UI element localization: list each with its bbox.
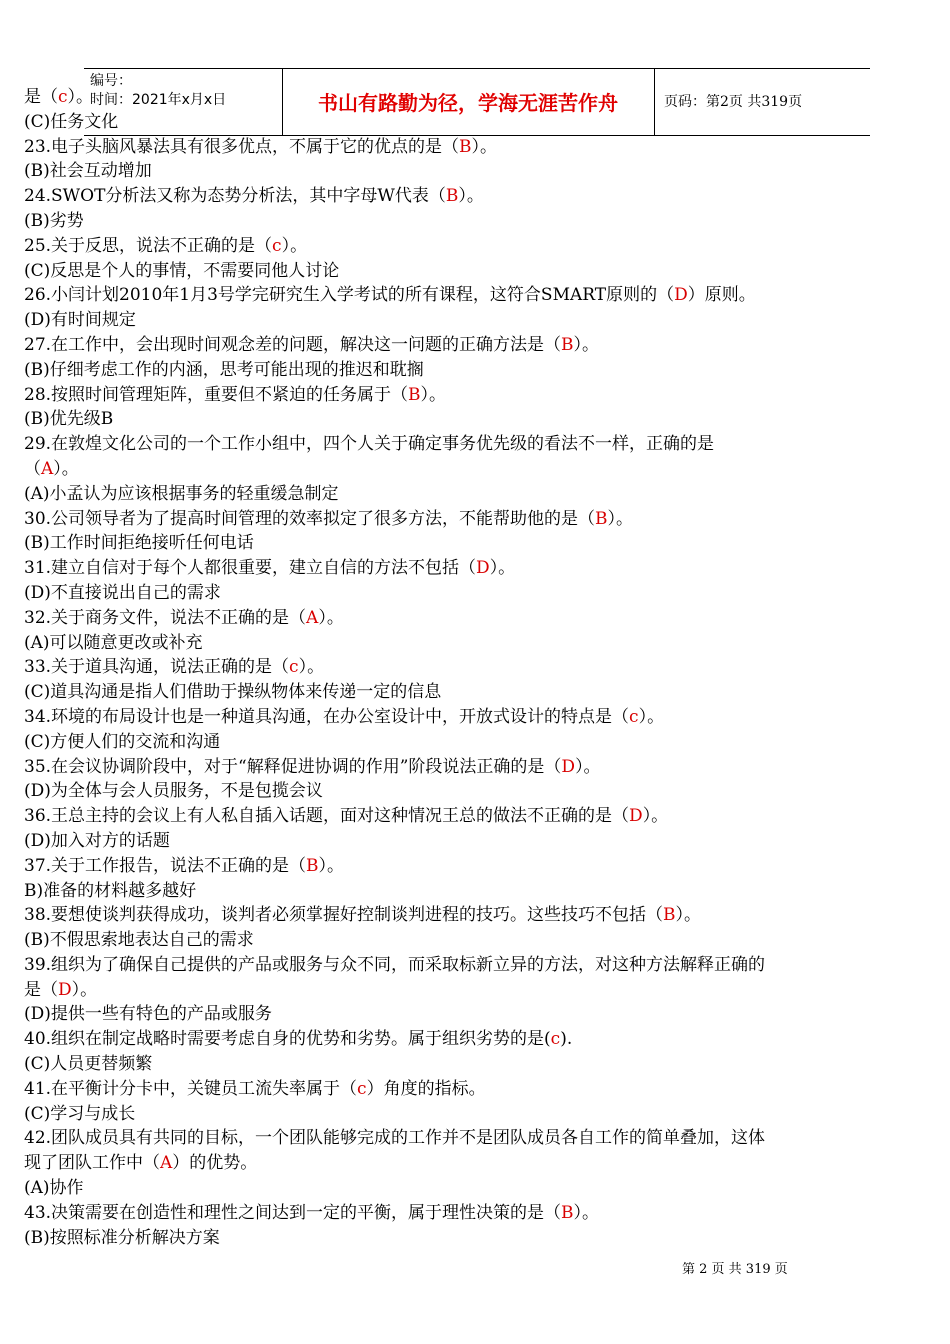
document-time-label: 时间：2021年x月x日: [90, 92, 227, 108]
line-text: (C)反思是个人的事情，不需要同他人讨论: [24, 260, 340, 281]
text-line: [24, 407, 934, 432]
text-line: [24, 953, 934, 978]
line-text: (B)劣势: [24, 210, 84, 231]
answer-letter: D: [561, 756, 576, 777]
line-text-tail: ）。: [675, 905, 702, 926]
line-text: 是（: [24, 979, 58, 1000]
line-text-tail: ）。: [53, 458, 79, 479]
text-line: [24, 655, 934, 680]
header-motto: 书山有路勤为径，学海无涯苦作舟: [318, 91, 618, 115]
text-line: [24, 482, 934, 507]
answer-letter: c: [357, 1078, 367, 1099]
line-text: (C)任务文化: [24, 111, 119, 132]
text-line: [24, 531, 934, 556]
text-line: [24, 978, 934, 1003]
answer-letter: A: [41, 458, 54, 479]
line-text: 36.王总主持的会议上有人私自插入话题，面对这种情况王总的做法不正确的是（: [24, 806, 630, 827]
line-text-tail: ）。: [471, 136, 498, 157]
line-text-tail: ）。: [642, 806, 669, 827]
text-line: [24, 308, 934, 333]
text-line: [24, 928, 934, 953]
line-text-tail: ）。: [638, 706, 665, 727]
line-text-tail: ）。: [573, 334, 600, 355]
line-text: 23.电子头脑风暴法具有很多优点，不属于它的优点的是（: [24, 136, 460, 157]
answer-letter: D: [674, 285, 688, 306]
answer-letter: c: [58, 87, 68, 107]
line-text: (C)人员更替频繁: [24, 1054, 153, 1075]
answer-letter: c: [629, 706, 639, 727]
text-line: [24, 631, 934, 656]
text-line: [24, 333, 934, 358]
line-text: (B)社会互动增加: [24, 161, 152, 182]
text-line: [24, 804, 934, 829]
text-line: [24, 1176, 934, 1201]
line-text: (C)方便人们的交流和沟通: [24, 731, 221, 752]
line-text: (B)按照标准分析解决方案: [24, 1227, 220, 1248]
text-line: [24, 135, 934, 160]
line-text-tail: ）。: [71, 979, 98, 1000]
line-text: 27.在工作中，会出现时间观念差的问题，解决这一问题的正确方法是（: [24, 334, 562, 355]
text-line: [24, 1077, 934, 1102]
line-text: B)准备的材料越多越好: [24, 880, 197, 901]
line-text: (A)协作: [24, 1178, 84, 1199]
text-line: [24, 110, 934, 135]
line-text: 现了团队工作中（: [24, 1153, 160, 1174]
line-text-tail: ）。: [420, 384, 447, 405]
line-text: 是（: [24, 87, 58, 107]
text-line: [24, 606, 934, 631]
line-text-tail: ).: [560, 1029, 573, 1050]
line-text: 35.在会议协调阶段中，对于“解释促进协调的作用”阶段说法正确的是（: [24, 756, 562, 777]
line-text: (A)小孟认为应该根据事务的轻重缓急制定: [24, 483, 339, 504]
line-text: 32.关于商务文件，说法不正确的是（: [24, 607, 307, 628]
line-text: 40.组织在制定战略时需要考虑自身的优势和劣势。属于组织劣势的是(: [24, 1029, 551, 1050]
answer-letter: A: [160, 1153, 173, 1174]
answer-letter: D: [629, 806, 643, 827]
line-text: (B)工作时间拒绝接听任何电话: [24, 533, 254, 554]
line-text: 37.关于工作报告，说法不正确的是（: [24, 855, 307, 876]
line-text: 29.在敦煌文化公司的一个工作小组中，四个人关于确定事务优先级的看法不一样，正确的是: [24, 434, 715, 455]
line-text: 43.决策需要在创造性和理性之间达到一定的平衡，属于理性决策的是（: [24, 1202, 562, 1223]
text-line: [24, 234, 934, 259]
line-text: 28.按照时间管理矩阵，重要但不紧迫的任务属于（: [24, 384, 409, 405]
text-line: [24, 1052, 934, 1077]
line-text: (B)仔细考虑工作的内涵，思考可能出现的推迟和耽搁: [24, 359, 424, 380]
line-text: (B)优先级B: [24, 409, 114, 430]
line-text: 39.组织为了确保自己提供的产品或服务与众不同，而采取标新立异的方法，对这种方法解释正确的: [24, 954, 766, 975]
answer-letter: D: [58, 979, 72, 1000]
line-text: (D)不直接说出自己的需求: [24, 582, 221, 603]
line-text: 42.团队成员具有共同的目标，一个团队能够完成的工作并不是团队成员各自工作的简单叠加，这体: [24, 1128, 766, 1149]
document-number-label: 编号：: [90, 73, 132, 89]
line-text: 25.关于反思，说法不正确的是（: [24, 235, 273, 256]
text-line: [24, 1002, 934, 1027]
line-text: (B)不假思索地表达自己的需求: [24, 930, 254, 951]
text-line: [24, 1102, 934, 1127]
text-line: [24, 259, 934, 284]
line-text: 30.公司领导者为了提高时间管理的效率拟定了很多方法，不能帮助他的是（: [24, 508, 596, 529]
answer-letter: D: [476, 558, 490, 579]
line-text: 26.小闫计划2010年1月3号学完研究生入学考试的所有课程，这符合SMART原则的（: [24, 285, 675, 306]
text-line: [24, 1027, 934, 1052]
answer-letter: c: [272, 235, 282, 256]
answer-letter: B: [561, 334, 574, 355]
line-text-tail: ）。: [573, 1202, 600, 1223]
answer-letter: A: [306, 607, 319, 628]
line-text-tail: ）。: [458, 186, 484, 207]
text-line: [24, 1226, 934, 1251]
text-line: [24, 209, 934, 234]
answer-letter: B: [306, 855, 319, 876]
line-text: (A)可以随意更改或补充: [24, 632, 203, 653]
line-text: (C)道具沟通是指人们借助于操纵物体来传递一定的信息: [24, 682, 442, 703]
line-text: (C)学习与成长: [24, 1103, 136, 1124]
text-line: [24, 556, 934, 581]
line-text-tail: ）。: [318, 855, 345, 876]
line-text: 24.SWOT分析法又称为态势分析法，其中字母W代表（: [24, 186, 446, 207]
text-line: [24, 1126, 934, 1151]
text-line: [24, 779, 934, 804]
line-text-tail: ）。: [281, 235, 308, 256]
answer-letter: B: [595, 508, 608, 529]
answer-letter: c: [550, 1029, 561, 1050]
text-line: [24, 383, 934, 408]
text-line: [24, 705, 934, 730]
answer-letter: B: [408, 384, 421, 405]
line-text: (D)提供一些有特色的产品或服务: [24, 1004, 272, 1025]
line-text-tail: ）的优势。: [172, 1153, 258, 1174]
text-line: [24, 457, 934, 482]
line-text-tail: ）原则。: [687, 285, 756, 306]
line-text: 31.建立自信对于每个人都很重要，建立自信的方法不包括（: [24, 558, 477, 579]
answer-letter: B: [663, 905, 676, 926]
answer-letter: B: [445, 186, 459, 207]
text-line: [24, 1201, 934, 1226]
line-text: (D)有时间规定: [24, 310, 136, 331]
text-line: [24, 879, 934, 904]
line-text: （: [24, 458, 41, 479]
answer-letter: B: [561, 1202, 574, 1223]
text-line: [24, 1151, 934, 1176]
text-line: [24, 358, 934, 383]
question-list: [24, 85, 934, 1250]
line-text: 34.环境的布局设计也是一种道具沟通，在办公室设计中，开放式设计的特点是（: [24, 706, 630, 727]
text-line: [24, 184, 934, 209]
text-line: [24, 680, 934, 705]
line-text-tail: ）角度的指标。: [366, 1078, 486, 1099]
text-line: [24, 159, 934, 184]
line-text-tail: ）。: [318, 607, 344, 628]
page-footer: 第 2 页 共 319 页: [682, 1262, 788, 1277]
answer-letter: c: [289, 657, 299, 678]
text-line: [24, 85, 934, 110]
line-text: 38.要想使谈判获得成功，谈判者必须掌握好控制谈判进程的技巧。这些技巧不包括（: [24, 905, 664, 926]
line-text-tail: ）。: [489, 558, 516, 579]
text-line: [24, 507, 934, 532]
line-text-tail: ）。: [575, 756, 601, 777]
line-text: 33.关于道具沟通，说法正确的是（: [24, 657, 290, 678]
text-line: [24, 755, 934, 780]
line-text-tail: ）。: [607, 508, 634, 529]
answer-letter: B: [459, 136, 472, 157]
text-line: [24, 903, 934, 928]
line-text-tail: ）。: [67, 87, 94, 107]
line-text: 41.在平衡计分卡中，关键员工流失率属于（: [24, 1078, 358, 1099]
text-line: [24, 854, 934, 879]
header-page-info: 页码：第2页 共319页: [664, 94, 803, 110]
text-line: [24, 730, 934, 755]
text-line: [24, 829, 934, 854]
text-line: [24, 581, 934, 606]
text-line: [24, 283, 934, 308]
line-text: (D)为全体与会人员服务，不是包揽会议: [24, 781, 323, 802]
text-line: [24, 432, 934, 457]
line-text-tail: ）。: [298, 657, 325, 678]
line-text: (D)加入对方的话题: [24, 830, 170, 851]
